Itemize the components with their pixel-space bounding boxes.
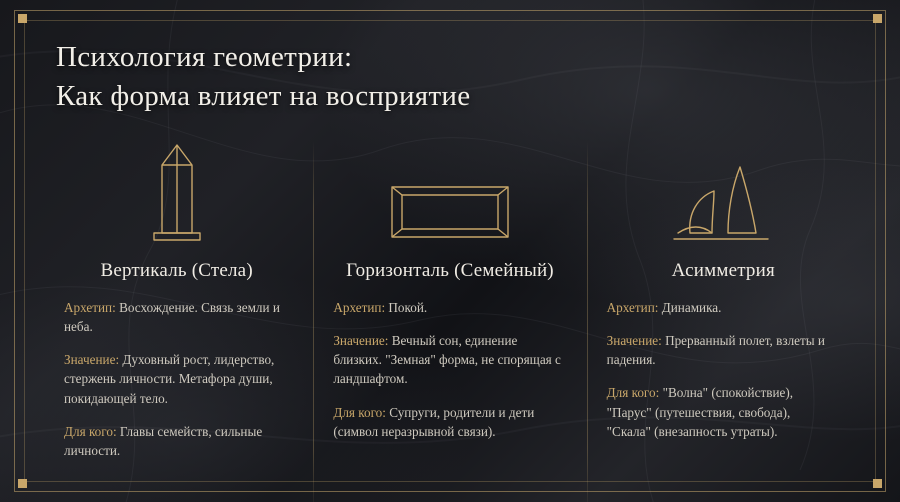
corner-marker-bottom-right bbox=[873, 479, 882, 488]
entry-text: Прерванный полет, взлеты и падения. bbox=[606, 333, 825, 368]
slide-title bbox=[56, 38, 470, 115]
entry-text: Духовный рост, лидерство, стержень личности. Метафора души, покидающей тело. bbox=[64, 352, 275, 406]
column-title: Вертикаль (Стела) bbox=[100, 260, 253, 281]
column-vertical-stele bbox=[40, 135, 313, 474]
icon-container-vertical bbox=[58, 135, 295, 247]
entry-archetype bbox=[607, 298, 836, 317]
asymmetric-wave-sail-icon bbox=[668, 161, 778, 247]
horizontal-rectangle-icon bbox=[387, 177, 513, 247]
entry-label: Архетип: bbox=[64, 300, 116, 315]
entry-label: Значение: bbox=[333, 333, 389, 349]
entry-audience bbox=[333, 403, 562, 441]
obelisk-stele-icon bbox=[134, 139, 220, 247]
title-line-1: Психология геометрии: bbox=[56, 41, 353, 73]
entry-text: Вечный сон, единение близких. "Земная" форма, не спорящая с ландшафтом. bbox=[333, 333, 561, 387]
entry-audience bbox=[64, 422, 289, 460]
column-asymmetry bbox=[587, 135, 860, 474]
entry-label: Значение: bbox=[606, 333, 662, 349]
corner-marker-top-left bbox=[18, 14, 27, 23]
entry-label: Для кого: bbox=[64, 423, 117, 439]
column-title: Горизонталь (Семейный) bbox=[346, 260, 554, 281]
entry-audience bbox=[607, 383, 836, 440]
entry-label: Для кого: bbox=[333, 404, 386, 420]
entry-text: Главы семейств, сильные личности. bbox=[64, 423, 263, 458]
column-entries bbox=[331, 298, 568, 441]
entry-archetype bbox=[333, 298, 562, 317]
entry-text: Супруги, родители и дети (символ неразрывной связи). bbox=[333, 404, 535, 439]
column-horizontal-family bbox=[313, 135, 586, 474]
entry-label: Для кого: bbox=[606, 385, 660, 401]
column-title: Асимметрия bbox=[671, 260, 775, 281]
entry-meaning bbox=[64, 350, 289, 407]
entry-text: Динамика. bbox=[658, 300, 722, 315]
entry-meaning bbox=[607, 331, 836, 369]
entry-text: "Волна" (спокойствие), "Парус" (путешествия, свобода), "Скала" (внезапность утраты). bbox=[606, 385, 794, 439]
entry-text: Восхождение. Связь земли и неба. bbox=[64, 300, 280, 335]
entry-text: Покой. bbox=[385, 300, 428, 315]
icon-container-asymmetry bbox=[605, 135, 842, 247]
title-line-2: Как форма влияет на восприятие bbox=[56, 79, 471, 112]
columns-container bbox=[40, 135, 860, 474]
corner-marker-bottom-left bbox=[18, 479, 27, 488]
entry-archetype bbox=[64, 298, 289, 336]
entry-label: Значение: bbox=[64, 352, 120, 368]
entry-label: Архетип: bbox=[606, 300, 659, 315]
column-entries bbox=[605, 298, 842, 441]
entry-label: Архетип: bbox=[333, 300, 386, 315]
column-entries bbox=[58, 298, 295, 460]
entry-meaning bbox=[333, 331, 562, 388]
icon-container-horizontal bbox=[331, 135, 568, 247]
corner-marker-top-right bbox=[873, 14, 882, 23]
